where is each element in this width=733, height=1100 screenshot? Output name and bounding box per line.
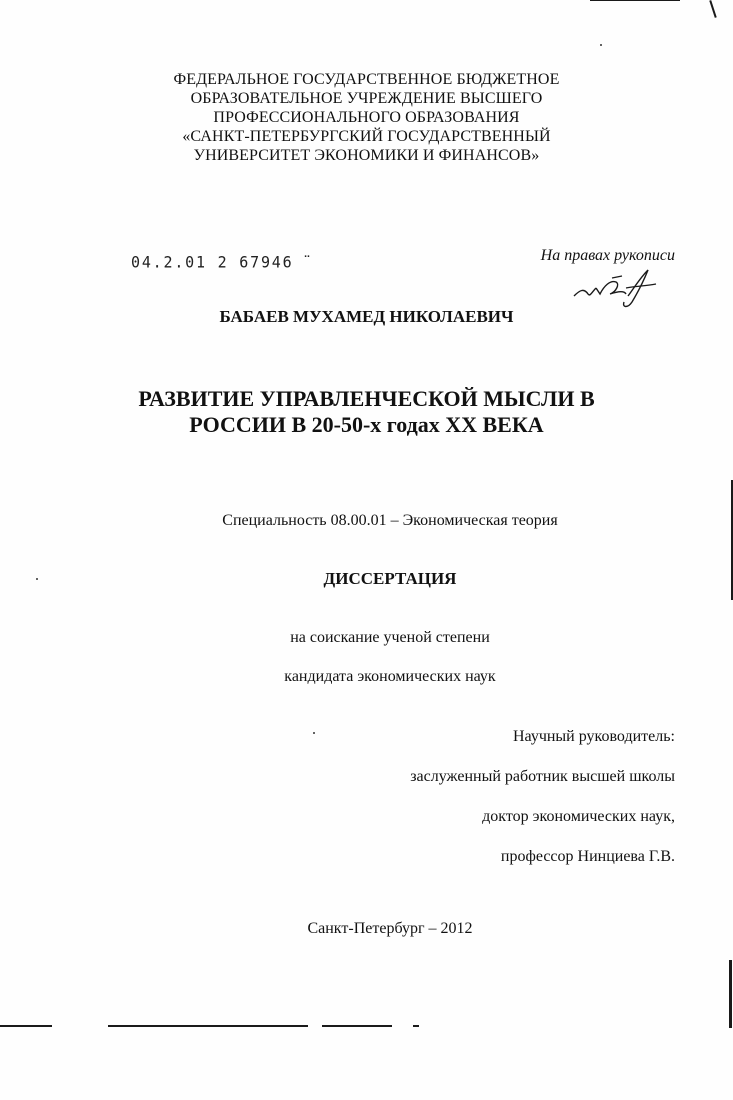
signature-icon xyxy=(566,266,662,310)
institution-line: ОБРАЗОВАТЕЛЬНОЕ УЧРЕЖДЕНИЕ ВЫСШЕГО xyxy=(190,90,543,107)
supervisor-honor: заслуженный работник высшей школы xyxy=(410,768,675,785)
specialty: Специальность 08.00.01 – Экономическая теория xyxy=(222,512,558,529)
scan-artifact-top-right xyxy=(709,0,716,18)
scan-artifact-top-edge xyxy=(590,0,680,1)
supervisor-degree: доктор экономических наук, xyxy=(482,808,675,825)
degree-line-2: кандидата экономических наук xyxy=(284,668,496,685)
scan-artifact-bottom-mid xyxy=(108,1025,308,1027)
title-line: РАЗВИТИЕ УПРАВЛЕНЧЕСКОЙ МЫСЛИ В xyxy=(138,386,595,411)
supervisor-label: Научный руководитель: xyxy=(512,728,675,745)
scan-artifact-bottom-dot xyxy=(413,1025,419,1027)
degree-line-1: на соискание ученой степени xyxy=(290,629,490,646)
institution-line: ФЕДЕРАЛЬНОЕ ГОСУДАРСТВЕННОЕ БЮДЖЕТНОЕ xyxy=(173,71,560,88)
scan-artifact-right-edge-lower xyxy=(729,960,732,1028)
scan-artifact-bottom-left xyxy=(0,1025,52,1027)
document-type: ДИССЕРТАЦИЯ xyxy=(323,569,457,588)
scan-speck xyxy=(600,44,602,46)
city-year: Санкт-Петербург – 2012 xyxy=(307,920,473,937)
scan-artifact-bottom-dash xyxy=(322,1025,392,1027)
institution-line: ПРОФЕССИОНАЛЬНОГО ОБРАЗОВАНИЯ xyxy=(213,109,520,126)
institution-header xyxy=(40,70,693,165)
supervisor-block xyxy=(275,728,675,888)
manuscript-note: На правах рукописи xyxy=(540,247,675,264)
dissertation-title xyxy=(40,386,693,438)
institution-line: «САНКТ-ПЕТЕРБУРГСКИЙ ГОСУДАРСТВЕННЫЙ xyxy=(182,128,551,145)
title-line: РОССИИ В 20-50-х годах XX ВЕКА xyxy=(189,412,544,437)
registration-code: 04.2.01 2 67946 ̈ xyxy=(131,252,305,272)
institution-line: УНИВЕРСИТЕТ ЭКОНОМИКИ И ФИНАНСОВ» xyxy=(193,147,540,164)
author-name: БАБАЕВ МУХАМЕД НИКОЛАЕВИЧ xyxy=(219,307,514,326)
supervisor-name: профессор Нинциева Г.В. xyxy=(500,848,675,865)
